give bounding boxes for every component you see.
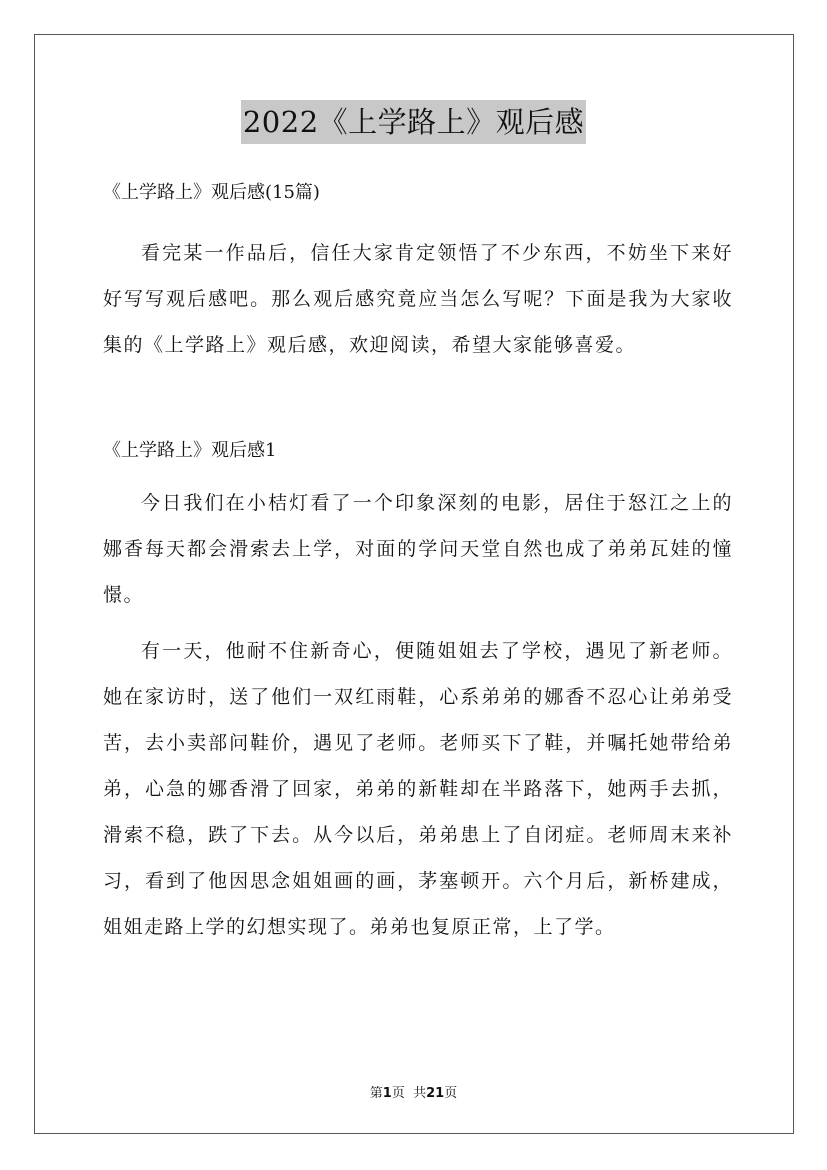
body-paragraph-1: 今日我们在小桔灯看了一个印象深刻的电影，居住于怒江之上的娜香每天都会滑索去上学，对面的学问天堂自然也成了弟弟瓦娃的憧憬。 bbox=[103, 492, 733, 606]
intro-paragraph: 看完某一作品后，信任大家肯定领悟了不少东西，不妨坐下来好好写写观后感吧。那么观后感究竟应当怎么写呢？下面是我为大家收集的《上学路上》观后感，欢迎阅读，希望大家能够喜爱。 bbox=[103, 242, 733, 356]
body-paragraph-2: 有一天，他耐不住新奇心，便随姐姐去了学校，遇见了新老师。她在家访时，送了他们一双红雨鞋，心系弟弟的娜香不忍心让弟弟受苦，去小卖部问鞋价，遇见了老师。老师买下了鞋，并嘱托她带给弟弟，心急的娜香滑了回家，弟弟的新鞋却在半路落下，她两手去抓，滑索不稳，跌了下去。从今以后，弟弟患上了自闭症。老师周末来补习，看到了他因思念姐姐画的画，茅塞顿开。六个月后，新桥建成，姐姐走路上学的幻想实现了。弟弟也复原正常，上了学。 bbox=[103, 640, 733, 938]
document-body bbox=[103, 178, 733, 950]
document-subtitle: 《上学路上》观后感(15篇) bbox=[103, 182, 320, 203]
footer-page-number: 1 bbox=[382, 1086, 392, 1101]
footer-total-pages: 21 bbox=[426, 1086, 445, 1101]
page-footer bbox=[0, 1082, 827, 1101]
footer-page-suffix: 页 bbox=[391, 1086, 405, 1101]
section-heading: 《上学路上》观后感1 bbox=[103, 440, 277, 461]
footer-total-prefix: 共 bbox=[413, 1086, 427, 1101]
footer-total-suffix: 页 bbox=[444, 1086, 458, 1101]
title-container bbox=[0, 100, 827, 144]
document-title: 2022《上学路上》观后感 bbox=[241, 100, 586, 144]
footer-page-prefix: 第 bbox=[369, 1086, 383, 1101]
